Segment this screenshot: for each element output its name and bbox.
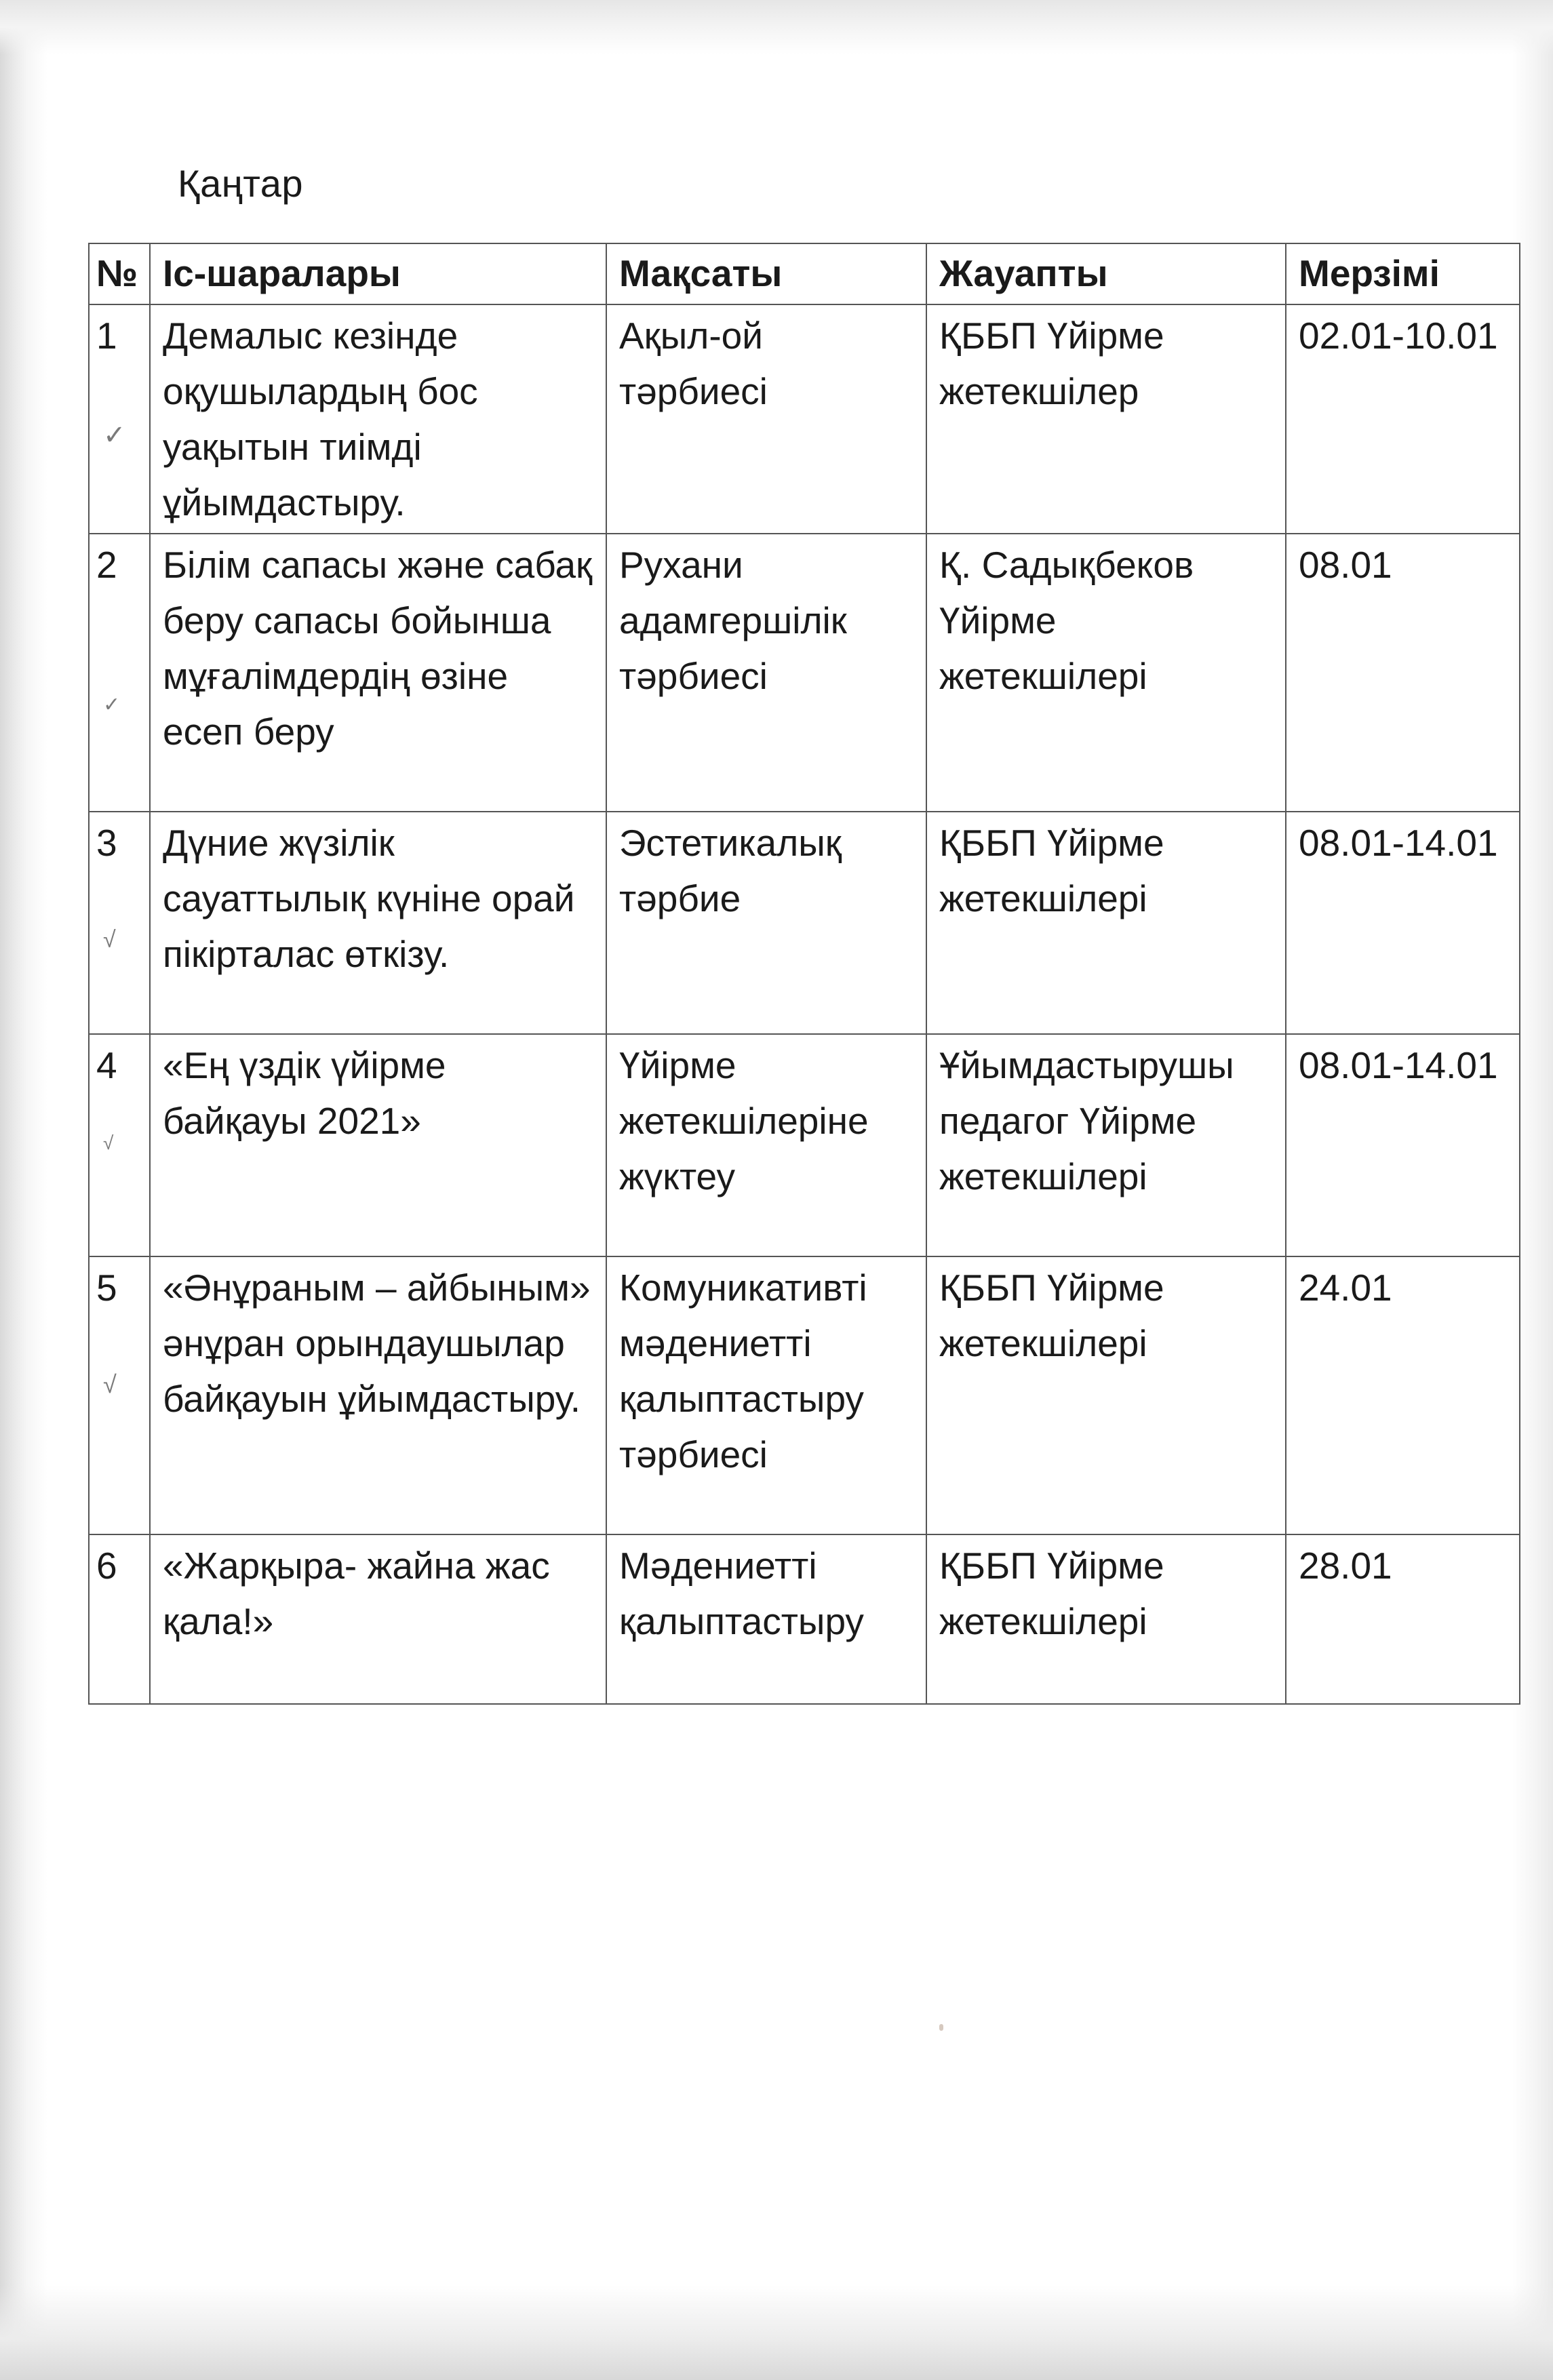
responsible-cell: Қ. Садықбеков Үйірме жетекшілері xyxy=(926,534,1286,812)
table-row xyxy=(89,304,1520,534)
header-events: Іс-шаралары xyxy=(150,243,606,304)
table-row xyxy=(89,534,1520,812)
date-cell: 08.01-14.01 xyxy=(1286,1034,1520,1256)
check-mark-icon: √ xyxy=(103,1370,117,1398)
header-goal: Мақсаты xyxy=(606,243,926,304)
table-header-row xyxy=(89,243,1520,304)
check-mark-icon: ✓ xyxy=(103,420,126,450)
row-number-cell xyxy=(89,812,150,1034)
event-cell: Дүние жүзілік сауаттылық күніне орай пікірталас өткізу. xyxy=(150,812,606,1034)
row-number: 2 xyxy=(96,544,117,586)
goal-cell: Эстетикалық тәрбие xyxy=(606,812,926,1034)
date-cell: 02.01-10.01 xyxy=(1286,304,1520,534)
event-cell: «Әнұраным – айбыным» әнұран орындаушылар байқауын ұйымдастыру. xyxy=(150,1256,606,1534)
date-cell: 08.01 xyxy=(1286,534,1520,812)
date-cell: 28.01 xyxy=(1286,1534,1520,1704)
scan-bottom-shadow xyxy=(0,2285,1553,2380)
month-heading: Қаңтар xyxy=(178,162,303,205)
row-number-cell xyxy=(89,534,150,812)
responsible-cell: ҚББП Үйірме жетекшілері xyxy=(926,812,1286,1034)
table-row xyxy=(89,1034,1520,1256)
check-mark-icon: √ xyxy=(103,927,116,953)
scan-top-shadow xyxy=(0,0,1553,54)
goal-cell: Комуникативті мәдениетті қалыптастыру тәрбиесі xyxy=(606,1256,926,1534)
date-cell: 24.01 xyxy=(1286,1256,1520,1534)
row-number-cell xyxy=(89,1034,150,1256)
goal-cell: Үйірме жетекшілеріне жүктеу xyxy=(606,1034,926,1256)
goal-cell: Мәдениетті қалыптастыру xyxy=(606,1534,926,1704)
row-number: 5 xyxy=(96,1267,117,1309)
event-cell: Демалыс кезінде оқушылардың бос уақытын тиімді ұйымдастыру. xyxy=(150,304,606,534)
responsible-cell: ҚББП Үйірме жетекшілері xyxy=(926,1534,1286,1704)
paper-speck xyxy=(939,2024,943,2031)
responsible-cell: ҚББП Үйірме жетекшілері xyxy=(926,1256,1286,1534)
table-row xyxy=(89,1534,1520,1704)
event-cell: «Жарқыра- жайна жас қала!» xyxy=(150,1534,606,1704)
row-number: 6 xyxy=(96,1545,117,1587)
event-cell: «Ең үздік үйірме байқауы 2021» xyxy=(150,1034,606,1256)
goal-cell: Ақыл-ой тәрбиесі xyxy=(606,304,926,534)
goal-cell: Рухани адамгершілік тәрбиесі xyxy=(606,534,926,812)
responsible-cell: Ұйымдастырушы педагог Үйірме жетекшілері xyxy=(926,1034,1286,1256)
row-number-cell xyxy=(89,304,150,534)
table-row xyxy=(89,1256,1520,1534)
responsible-cell: ҚББП Үйірме жетекшілер xyxy=(926,304,1286,534)
events-table xyxy=(88,243,1520,1705)
row-number-cell xyxy=(89,1256,150,1534)
header-number: № xyxy=(89,243,150,304)
row-number: 1 xyxy=(96,315,117,357)
row-number-cell xyxy=(89,1534,150,1704)
header-date: Мерзімі xyxy=(1286,243,1520,304)
check-mark-icon: ✓ xyxy=(103,694,121,716)
row-number: 4 xyxy=(96,1044,117,1086)
header-responsible: Жауапты xyxy=(926,243,1286,304)
row-number: 3 xyxy=(96,822,117,864)
event-cell: Білім сапасы және сабақ беру сапасы бойынша мұғалімдердің өзіне есеп беру xyxy=(150,534,606,812)
check-mark-icon: √ xyxy=(103,1132,114,1153)
table-row xyxy=(89,812,1520,1034)
date-cell: 08.01-14.01 xyxy=(1286,812,1520,1034)
